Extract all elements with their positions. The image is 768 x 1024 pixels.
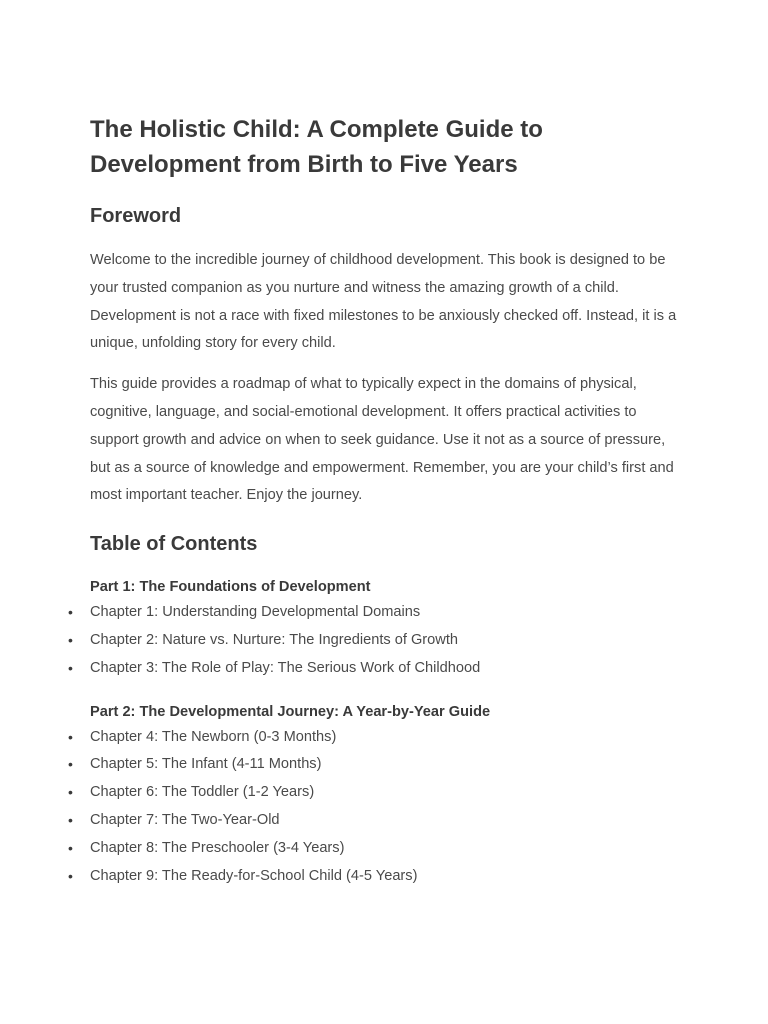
toc-heading: Table of Contents [90, 533, 258, 556]
bullet-icon: • [68, 811, 73, 828]
toc-chapter-item [68, 627, 678, 655]
toc-chapter-label: Chapter 6: The Toddler (1-2 Years) [90, 784, 315, 801]
toc-chapter-list [68, 599, 678, 682]
toc-chapter-item [68, 599, 678, 627]
bullet-icon: • [68, 604, 73, 621]
foreword-paragraph: Welcome to the incredible journey of childhood development. This book is designed to be your trusted companion as you nurture and witness the amazing growth of a child. Development is not a race with fixed milestones to be anxiously checked off. Instead, it is a unique, unfolding story for every child. [90, 252, 677, 352]
bullet-icon: • [68, 839, 73, 856]
foreword-paragraph: This guide provides a roadmap of what to typically expect in the domains of physical, cognitive, language, and social-emotional development. It offers practical activities to support growth and advice on when to seek guidance. Use it not as a source of pressure, but as a source of knowledge and empowerment. Remember, you are your child’s first and most important teacher. Enjoy the journey. [90, 376, 674, 504]
toc-part-title: Part 2: The Developmental Journey: A Year-by-Year Guide [90, 703, 491, 720]
bullet-icon: • [68, 728, 73, 745]
toc-chapter-list [68, 724, 678, 891]
toc-chapter-label: Chapter 7: The Two-Year-Old [90, 811, 280, 828]
bullet-icon: • [68, 784, 73, 801]
bullet-icon: • [68, 631, 73, 648]
toc-chapter-label: Chapter 3: The Role of Play: The Serious Work of Childhood [90, 659, 481, 676]
toc-chapter-label: Chapter 1: Understanding Developmental Domains [90, 604, 421, 621]
toc-chapter-label: Chapter 2: Nature vs. Nurture: The Ingredients of Growth [90, 631, 458, 648]
toc-chapter-label: Chapter 4: The Newborn (0-3 Months) [90, 728, 337, 745]
toc-chapter-item [68, 863, 678, 891]
toc-chapter-item [68, 751, 678, 779]
foreword-heading: Foreword [90, 205, 182, 227]
toc-chapter-label: Chapter 8: The Preschooler (3-4 Years) [90, 839, 345, 856]
toc-chapter-label: Chapter 5: The Infant (4-11 Months) [90, 756, 322, 773]
toc-chapter-item [68, 724, 678, 752]
toc-chapter-label: Chapter 9: The Ready-for-School Child (4-5 Years) [90, 867, 418, 884]
toc-chapter-item [68, 655, 678, 683]
bullet-icon: • [68, 867, 73, 884]
toc-chapter-item [68, 835, 678, 863]
bullet-icon: • [68, 659, 73, 676]
toc-part-title: Part 1: The Foundations of Development [90, 579, 371, 596]
toc-chapter-item [68, 779, 678, 807]
bullet-icon: • [68, 756, 73, 773]
toc-chapter-item [68, 807, 678, 835]
document-title: The Holistic Child: A Complete Guide to Development from Birth to Five Years [90, 116, 543, 178]
